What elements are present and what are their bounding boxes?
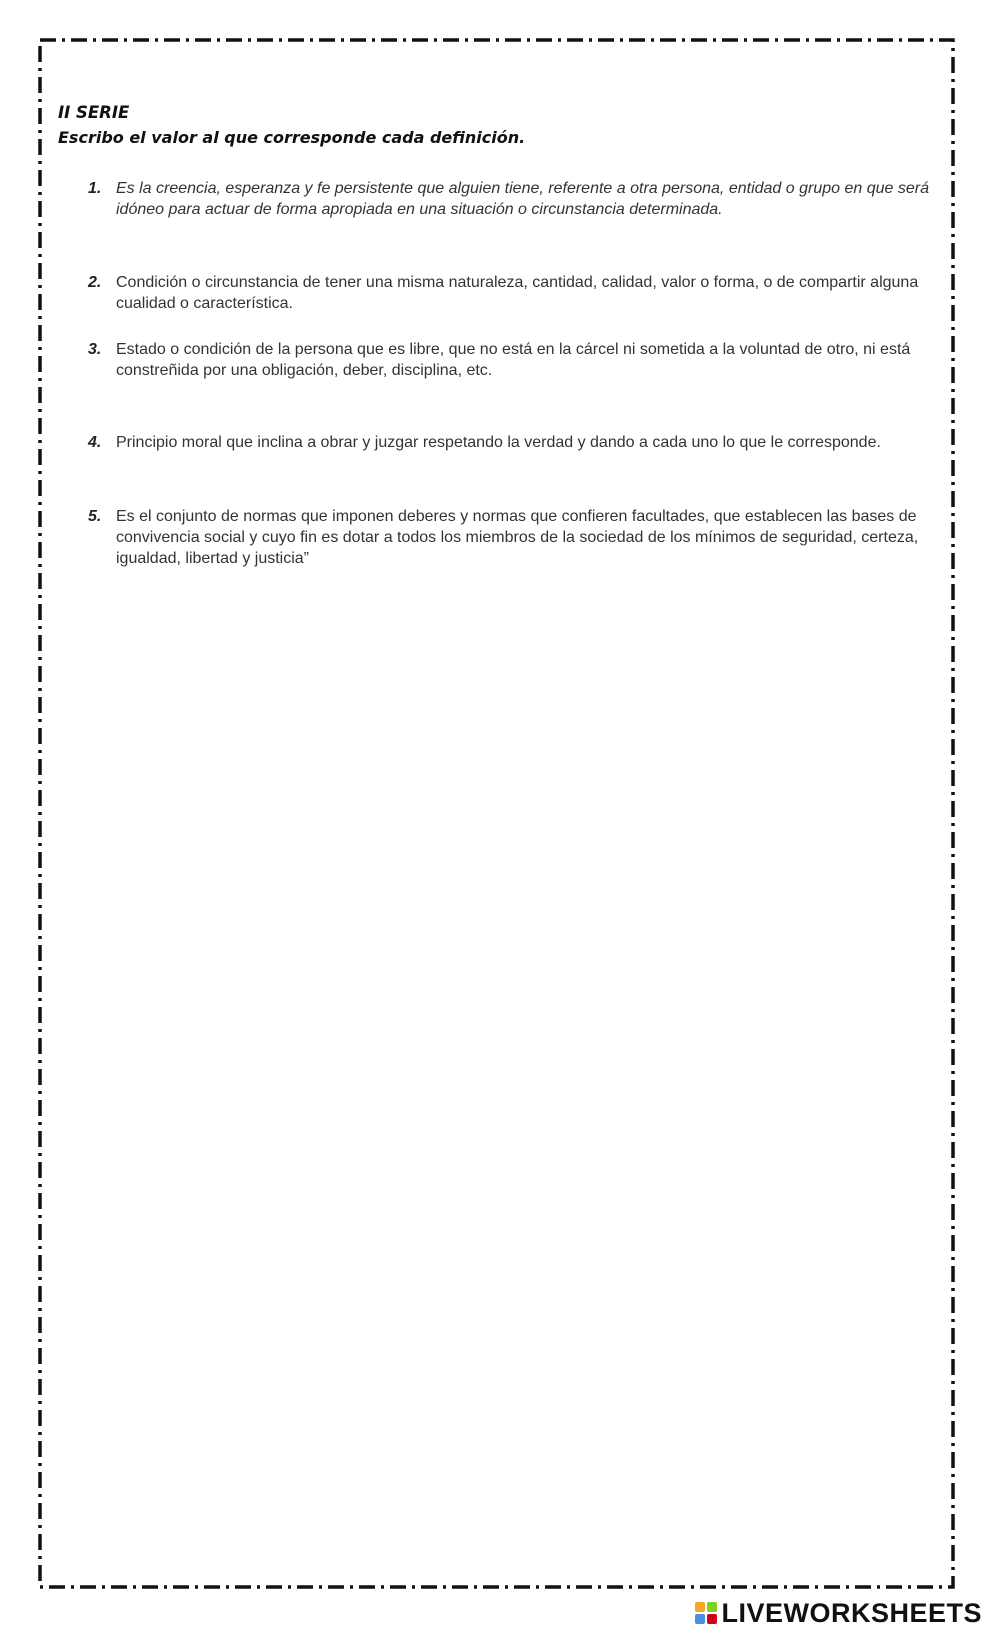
item-text: Principio moral que inclina a obrar y juzgar respetando la verdad y dando a cada uno lo que le corresponde. xyxy=(116,434,881,451)
definition-item-4 xyxy=(88,432,938,453)
definition-item-5 xyxy=(88,506,938,569)
logo-square-v xyxy=(695,1614,705,1624)
item-number: 4. xyxy=(88,434,102,451)
liveworksheets-logo-icon xyxy=(695,1602,717,1624)
definition-item-1 xyxy=(88,178,938,220)
definition-item-3 xyxy=(88,339,938,381)
item-text: Estado o condición de la persona que es libre, que no está en la cárcel ni sometida a la voluntad de otro, ni está constreñida por una obligación, deber, disciplina, etc. xyxy=(116,341,911,379)
worksheet-content xyxy=(58,100,938,567)
item-number: 2. xyxy=(88,274,102,291)
brand-name: LIVEWORKSHEETS xyxy=(721,1597,982,1628)
serie-title: II SERIE xyxy=(58,103,130,122)
item-number: 3. xyxy=(88,341,102,358)
item-number: 1. xyxy=(88,180,102,197)
logo-square-e xyxy=(707,1614,717,1624)
logo-square-l xyxy=(695,1602,705,1612)
instruction-text: Escribo el valor al que corresponde cada definición. xyxy=(58,128,526,147)
item-number: 5. xyxy=(88,508,102,525)
definition-item-2 xyxy=(88,272,938,314)
logo-square-i xyxy=(707,1602,717,1612)
item-text: Condición o circunstancia de tener una misma naturaleza, cantidad, calidad, valor o forma, o de compartir alguna cualidad o característica. xyxy=(116,274,919,312)
item-text: Es la creencia, esperanza y fe persistente que alguien tiene, referente a otra persona, entidad o grupo en que será idóneo para actuar de forma apropiada en una situación o circunstancia determinada. xyxy=(116,180,929,218)
item-text: Es el conjunto de normas que imponen deberes y normas que confieren facultades, que establecen las bases de convivencia social y cuyo fin es dotar a todos los miembros de la sociedad de los mínimos de seguridad, certeza, igualdad, libertad y justicia” xyxy=(116,508,919,567)
liveworksheets-brand xyxy=(695,1596,982,1630)
dashed-page-border xyxy=(38,38,955,1589)
